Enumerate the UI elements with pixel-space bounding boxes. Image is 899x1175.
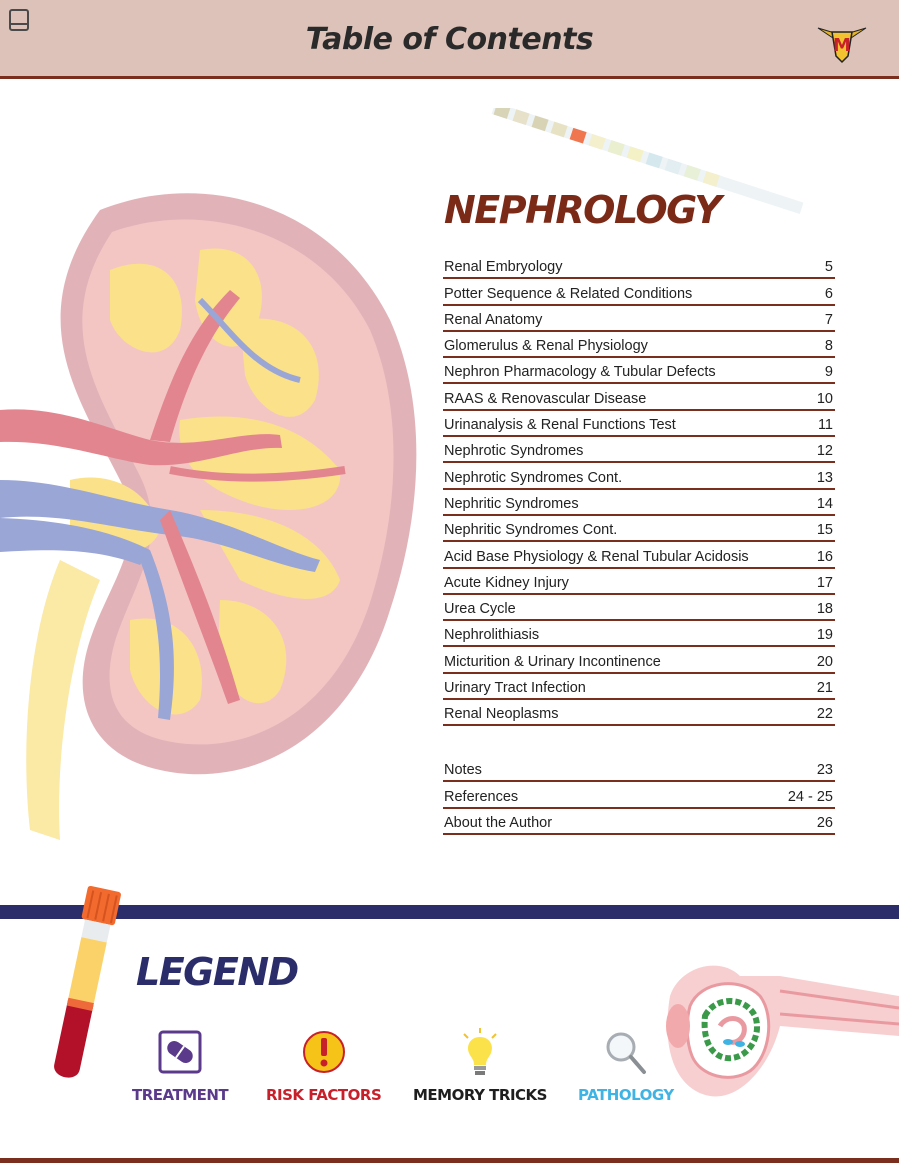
- legend-label-risk-factors: RISK FACTORS: [266, 1086, 382, 1104]
- page-title: Table of Contents: [305, 22, 594, 57]
- toc-label: Renal Anatomy: [444, 311, 543, 328]
- legend-memory-tricks: [413, 1028, 547, 1104]
- toc-row[interactable]: [443, 569, 835, 595]
- toc-row[interactable]: [443, 674, 835, 700]
- toc-label: Urea Cycle: [444, 601, 516, 618]
- toc-page: 6: [824, 285, 833, 302]
- toc-row[interactable]: [443, 437, 835, 463]
- toc-page: 8: [824, 338, 833, 355]
- toc-row[interactable]: [443, 384, 835, 410]
- toc-page: 15: [816, 522, 833, 539]
- toc-row[interactable]: [443, 516, 835, 542]
- toc-row[interactable]: [443, 700, 835, 726]
- legend-label-memory-tricks: MEMORY TRICKS: [413, 1086, 547, 1104]
- toc-row[interactable]: [443, 463, 835, 489]
- toc-row[interactable]: [443, 306, 835, 332]
- toc-label: Urinary Tract Infection: [444, 680, 586, 697]
- toc-page: 13: [816, 469, 833, 486]
- nephron-illustration: [660, 956, 899, 1101]
- legend-label-pathology: PATHOLOGY: [578, 1086, 674, 1104]
- warning-icon: [300, 1028, 348, 1078]
- toc-row[interactable]: [443, 809, 835, 835]
- page-header: [0, 0, 899, 79]
- toc-row[interactable]: [443, 756, 835, 782]
- toc-list: [443, 253, 835, 726]
- toc-page: 5: [824, 259, 833, 276]
- toc-label: RAAS & Renovascular Disease: [444, 390, 647, 407]
- toc-page: 16: [816, 548, 833, 565]
- toc-label: Potter Sequence & Related Conditions: [444, 285, 693, 302]
- pill-icon: [156, 1028, 204, 1078]
- toc-label: Nephrotic Syndromes: [444, 443, 584, 460]
- toc-row[interactable]: [443, 411, 835, 437]
- toc-row[interactable]: [443, 490, 835, 516]
- toc-page: 9: [824, 364, 833, 381]
- toc-label: References: [444, 788, 519, 805]
- toc-page: 20: [816, 653, 833, 670]
- toc-label: Nephrotic Syndromes Cont.: [444, 469, 623, 486]
- toc-label: Urinanalysis & Renal Functions Test: [444, 417, 676, 434]
- legend-divider-band: [0, 905, 899, 919]
- toc-label: Nephron Pharmacology & Tubular Defects: [444, 364, 716, 381]
- toc-row[interactable]: [443, 647, 835, 673]
- toc-label: Renal Embryology: [444, 259, 563, 276]
- toc-label: Acid Base Physiology & Renal Tubular Acidosis: [444, 548, 749, 565]
- legend-title: LEGEND: [136, 950, 298, 994]
- toc-label: Glomerulus & Renal Physiology: [444, 338, 648, 355]
- toc-page: 26: [816, 814, 833, 831]
- kidney-illustration: [0, 180, 430, 860]
- toc-row[interactable]: [443, 595, 835, 621]
- toc-page: 22: [816, 706, 833, 723]
- toc-page: 11: [817, 417, 833, 434]
- toc-row[interactable]: [443, 358, 835, 384]
- toc-page: 10: [816, 390, 833, 407]
- toc-page: 18: [816, 601, 833, 618]
- toc-page: 19: [816, 627, 833, 644]
- section-title: NEPHROLOGY: [444, 188, 721, 232]
- toc-label: Nephrolithiasis: [444, 627, 540, 644]
- toc-label: Micturition & Urinary Incontinence: [444, 653, 661, 670]
- toc-label: Nephritic Syndromes: [444, 495, 579, 512]
- toc-row[interactable]: [443, 279, 835, 305]
- magnifier-icon: [602, 1028, 650, 1078]
- toc-page: 14: [816, 495, 833, 512]
- toc-row[interactable]: [443, 621, 835, 647]
- toc-row[interactable]: [443, 253, 835, 279]
- toc-label: Acute Kidney Injury: [444, 574, 569, 591]
- lightbulb-icon: [456, 1028, 504, 1078]
- toc-page: 12: [816, 443, 833, 460]
- toc-page: 23: [816, 762, 833, 779]
- toc-page: 24 - 25: [787, 788, 833, 805]
- test-tube-illustration: [36, 882, 126, 1087]
- toc-label: About the Author: [444, 814, 553, 831]
- toc-label: Notes: [444, 762, 482, 779]
- toc-page: 21: [816, 680, 833, 697]
- legend-label-treatment: TREATMENT: [132, 1086, 229, 1104]
- toc-row[interactable]: [443, 782, 835, 808]
- legend-treatment: [132, 1028, 228, 1104]
- toc-row[interactable]: [443, 332, 835, 358]
- toc-row[interactable]: [443, 542, 835, 568]
- bottom-rule: [0, 1158, 899, 1163]
- toc-page: 17: [816, 574, 833, 591]
- legend-risk-factors: [266, 1028, 381, 1104]
- toc-label: Renal Neoplasms: [444, 706, 559, 723]
- toc-label: Nephritic Syndromes Cont.: [444, 522, 618, 539]
- winged-logo-icon: [814, 18, 870, 66]
- toc-extras-list: [443, 756, 835, 835]
- toc-page: 7: [824, 311, 833, 328]
- logo-letter: M: [833, 35, 851, 56]
